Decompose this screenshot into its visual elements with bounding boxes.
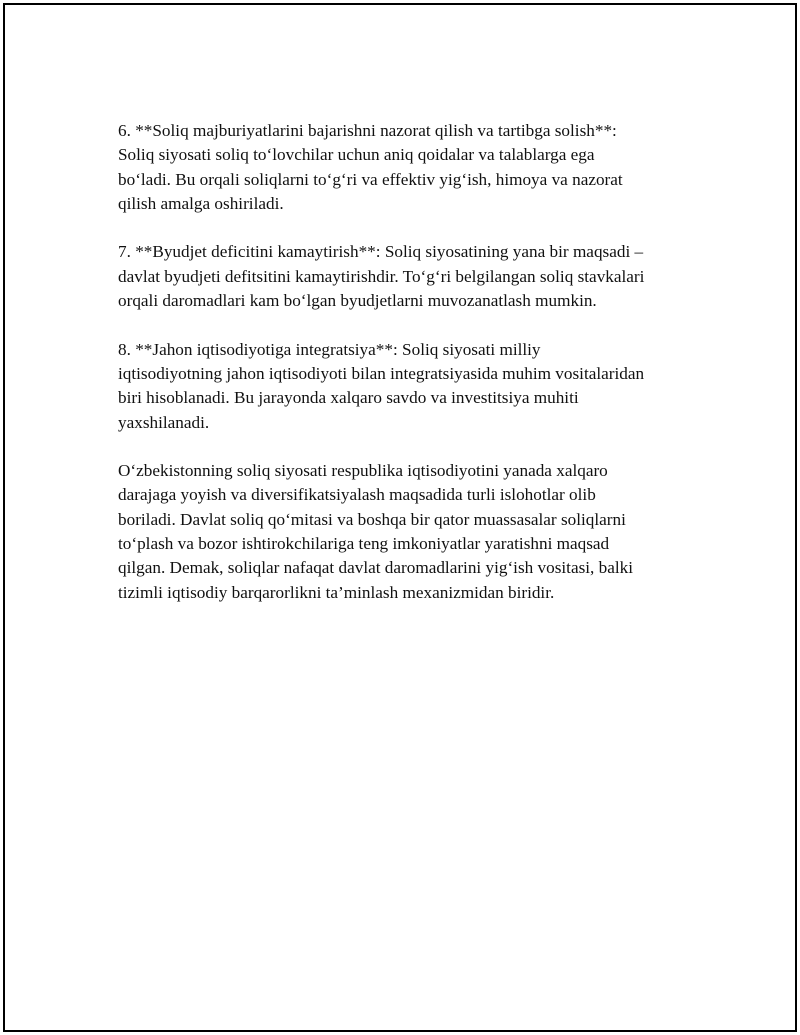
paragraph-conclusion: O‘zbekistonning soliq siyosati respublika iqtisodiyotini yanada xalqaro darajaga yoyish va diversifikatsiyalash maqsadida turli islohotlar olib boriladi. Davlat soliq qo‘mitasi va boshqa bir qator muassasalar soliqlarni to‘plash va bozor ishtirokchilariga teng imkoniyatlar yaratishni maqsad qilgan. Demak, soliqlar nafaqat davlat daromadlarini yig‘ish vositasi, balki tizimli iqtisodiy barqarorlikni ta’minlash mexanizmidan biridir. xyxy=(118,461,634,602)
paragraph-item-7: 7. **Byudjet deficitini kamaytirish**: Soliq siyosatining yana bir maqsadi – davlat byudjeti defitsitini kamaytirishdir. To‘g‘ri belgilangan soliq stavkalari orqali daromadlari kam bo‘lgan byudjetlarni muvozanatlash mumkin. xyxy=(118,242,645,311)
paragraph-item-8: 8. **Jahon iqtisodiyotiga integratsiya**: Soliq siyosati milliy iqtisodiyotning jahon iqtisodiyoti bilan integratsiyasida muhim vositalaridan biri hisoblanadi. Bu jarayonda xalqaro savdo va investitsiya muhiti yaxshilanadi. xyxy=(118,339,645,432)
paragraph-item-6: 6. **Soliq majburiyatlarini bajarishni nazorat qilish va tartibga solish**: Soliq siyosati soliq to‘lovchilar uchun aniq qoidalar va talablarga ega bo‘ladi. Bu orqali soliqlarni to‘g‘ri va effektiv yig‘ish, himoya va nazorat qilish amalga oshiriladi. xyxy=(118,121,623,213)
document-body xyxy=(118,119,698,629)
